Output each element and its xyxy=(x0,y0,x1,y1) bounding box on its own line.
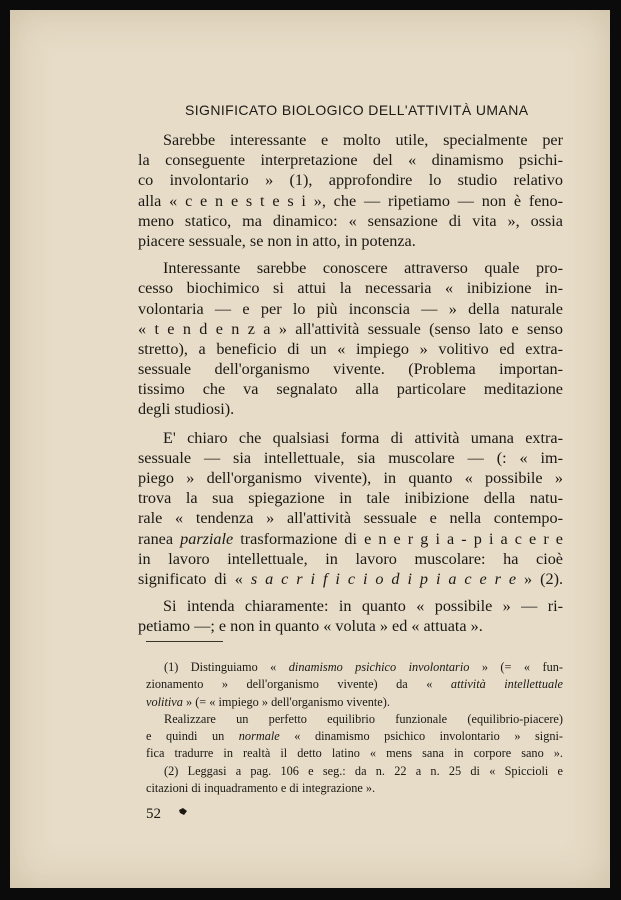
italic-term: normale xyxy=(238,729,280,744)
footnotes xyxy=(146,659,563,797)
paragraph-3-line: trova la sua spiegazione in tale inibizione della natu- xyxy=(138,489,563,508)
paragraph-2-line: Interessante sarebbe conoscere attraverso quale pro- xyxy=(163,259,563,278)
paragraph-2-line: degli studiosi). xyxy=(138,400,235,419)
text-run: e quindi un xyxy=(146,729,239,744)
paragraph-2-line: stretto), a beneficio di un « impiego » volitivo ed extra- xyxy=(138,339,563,358)
paragraph-4-line: Si intenda chiaramente: in quanto « possibile » — ri- xyxy=(163,597,563,616)
paragraph-3-line xyxy=(138,569,563,589)
body-text xyxy=(138,130,563,637)
book-page xyxy=(10,10,610,888)
paragraph-3-line: piego » dell'organismo vivente), in quanto « possibile » xyxy=(138,469,563,487)
footnote-1-line: Realizzare un perfetto equilibrio funzionale (equilibrio-piacere) xyxy=(164,711,563,726)
paragraph-1-line: la conseguente interpretazione del « dinamismo psichi- xyxy=(138,151,563,170)
italic-term: parziale xyxy=(180,529,234,548)
text-run: » (= « fun- xyxy=(469,660,563,674)
footnote-1-line: fica tradurre in realtà il detto latino « mens sana in corpore sano ». xyxy=(146,746,563,761)
paragraph-2-line: cesso biochimico si attui la necessaria « inibizione in- xyxy=(138,279,563,298)
text-run: significato di « xyxy=(138,569,251,588)
text-run: (1) Distinguiamo « xyxy=(164,660,289,674)
paragraph-2-line: sessuale dell'organismo vivente. (Problema importan- xyxy=(138,360,563,379)
text-run: » (= « impiego » dell'organismo vivente). xyxy=(182,694,390,709)
paragraph-2-line: volontaria — e per lo più inconscia — » della naturale xyxy=(138,299,563,318)
text-run: « dinamismo psichico involontario » signi- xyxy=(279,729,564,744)
italic-term: volitiva xyxy=(146,694,183,709)
page-number: 52 xyxy=(146,806,161,822)
running-title: SIGNIFICATO BIOLOGICO DELL'ATTIVITÀ UMANA xyxy=(185,102,529,118)
footnote-2-line: citazioni di inquadramento e di integrazione ». xyxy=(146,781,376,796)
footnote-separator xyxy=(146,641,223,642)
footnote-1-line xyxy=(146,676,563,693)
paragraph-3-line: sessuale — sia intellettuale, sia muscolare — (: « im- xyxy=(138,448,563,467)
paragraph-3-line: in lavoro intellettuale, in lavoro muscolare: ha cioè xyxy=(138,549,563,568)
footnote-1-line xyxy=(146,659,563,676)
paragraph-2-line: tissimo che va segnalato alla particolare meditazione xyxy=(138,380,563,399)
paragraph-1-line: co involontario » (1), approfondire lo studio relativo xyxy=(138,171,563,190)
italic-term: s a c r i f i c i o d i p i a c e r e xyxy=(250,569,517,588)
text-run: ranea xyxy=(138,529,181,548)
paragraph-1-line: piacere sessuale, se non in atto, in potenza. xyxy=(138,231,416,250)
paragraph-1-line: alla « c e n e s t e s i », che — ripetiamo — non è feno- xyxy=(138,191,563,210)
italic-term: attività intellettuale xyxy=(450,677,563,692)
paragraph-3-line: E' chiaro che qualsiasi forma di attività umana extra- xyxy=(163,428,563,447)
text-run: trasformazione di e n e r g i a - p i a c e r e xyxy=(233,529,563,548)
paragraph-1-line: meno statico, ma dinamico: « sensazione di vita », ossia xyxy=(138,211,563,230)
paragraph-1-line: Sarebbe interessante e molto utile, specialmente per xyxy=(163,131,563,149)
text-run: » (2). xyxy=(516,569,564,588)
paragraph-2-line: « t e n d e n z a » all'attività sessuale (senso lato e senso xyxy=(138,319,563,338)
text-run: zionamento » dell'organismo vivente) da « xyxy=(146,677,451,692)
paragraph-3-line xyxy=(138,529,563,549)
footnote-1-line xyxy=(146,694,563,711)
paragraph-4-line: petiamo —; e non in quanto « voluta » ed « attuata ». xyxy=(138,617,483,636)
ornament-icon xyxy=(178,807,188,816)
footnote-1-line xyxy=(146,728,563,745)
paragraph-3-line: rale « tendenza » all'attività sessuale e nella contempo- xyxy=(138,509,563,528)
italic-term: dinamismo psichico involontario xyxy=(288,660,470,674)
footnote-2-line: (2) Leggasi a pag. 106 e seg.: da n. 22 a n. 25 di « Spiccioli e xyxy=(164,763,563,778)
